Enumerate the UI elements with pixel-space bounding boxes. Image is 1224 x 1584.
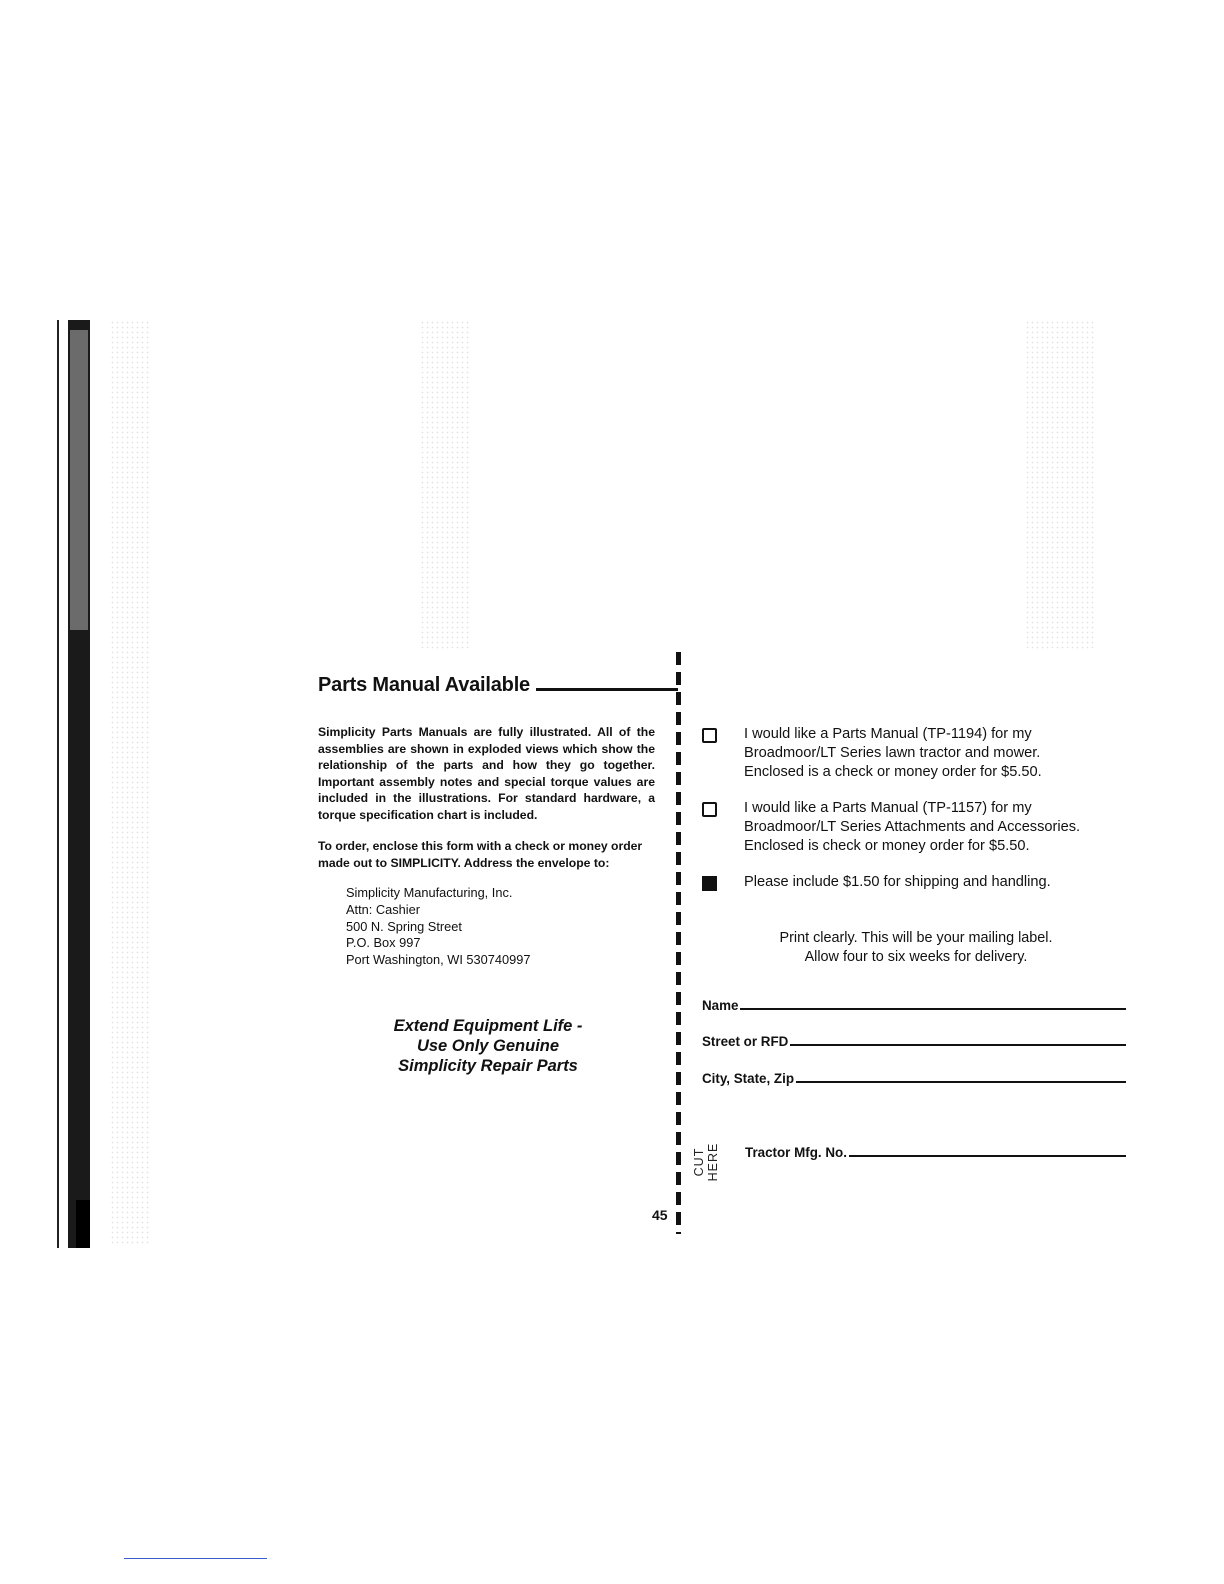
option-line: I would like a Parts Manual (TP-1194) for my <box>744 726 1032 742</box>
scan-noise <box>420 320 470 650</box>
street-label: Street or RFD <box>702 1034 789 1049</box>
binding-notch <box>76 1200 90 1248</box>
print-note <box>702 929 1130 966</box>
name-label: Name <box>702 998 739 1013</box>
page-number: 45 <box>652 1207 668 1223</box>
print-note-line: Allow four to six weeks for delivery. <box>804 948 1028 965</box>
checkbox-icon[interactable] <box>702 728 717 743</box>
title-rule <box>536 688 678 691</box>
street-input-line[interactable] <box>790 1044 1126 1046</box>
address-line: P.O. Box 997 <box>346 935 421 951</box>
option-line: Enclosed is a check or money order for $5.50. <box>744 764 1042 780</box>
scan-noise <box>1025 320 1095 650</box>
option-parts-manual-tp1157[interactable] <box>702 799 1142 856</box>
name-field[interactable] <box>702 993 1126 1013</box>
city-input-line[interactable] <box>796 1081 1126 1083</box>
address-line: 500 N. Spring Street <box>346 918 462 934</box>
binding-edge <box>57 320 59 1248</box>
city-state-zip-field[interactable] <box>702 1066 1126 1086</box>
page-title: Parts Manual Available <box>318 674 530 696</box>
option-line: I would like a Parts Manual (TP-1157) for my <box>744 800 1032 816</box>
checkbox-icon[interactable] <box>702 802 717 817</box>
binding-shadow-highlight <box>70 330 88 630</box>
address-line: Port Washington, WI 530740997 <box>346 952 531 968</box>
cut-line <box>676 652 681 1234</box>
street-field[interactable] <box>702 1029 1126 1049</box>
slogan-line: Use Only Genuine <box>416 1037 560 1055</box>
address-line: Simplicity Manufacturing, Inc. <box>346 885 513 900</box>
scan-underline <box>124 1558 267 1559</box>
name-input-line[interactable] <box>740 1008 1126 1010</box>
option-line: Please include $1.50 for shipping and handling. <box>744 874 1051 890</box>
cut-here-label: CUT HERE <box>692 1142 720 1182</box>
tractor-input-line[interactable] <box>849 1155 1126 1157</box>
city-label: City, State, Zip <box>702 1071 795 1086</box>
slogan-line: Extend Equipment Life - <box>393 1017 583 1035</box>
scan-noise <box>110 320 150 1245</box>
option-line: Broadmoor/LT Series lawn tractor and mower. <box>744 745 1041 761</box>
print-note-line: Print clearly. This will be your mailing label. <box>779 930 1053 946</box>
mailing-address <box>346 885 530 969</box>
tractor-label: Tractor Mfg. No. <box>745 1145 847 1160</box>
intro-paragraph: Simplicity Parts Manuals are fully illustrated. All of the assemblies are shown in exploded views which show the relationship of the parts and how they go together. Important assembly notes and special torque values are included in the illustrations. For standard hardware, a torque specification chart is included. <box>318 725 655 822</box>
order-paragraph: To order, enclose this form with a check or money order made out to SIMPLICITY. Address the envelope to: <box>318 839 643 870</box>
option-parts-manual-tp1194[interactable] <box>702 725 1142 782</box>
option-shipping-handling[interactable] <box>702 873 1142 892</box>
slogan <box>318 1016 658 1076</box>
tractor-mfg-no-field[interactable] <box>745 1140 1126 1160</box>
address-line: Attn: Cashier <box>346 901 420 917</box>
option-line: Enclosed is check or money order for $5.50. <box>744 838 1030 854</box>
option-line: Broadmoor/LT Series Attachments and Accessories. <box>744 819 1081 835</box>
slogan-line: Simplicity Repair Parts <box>398 1057 578 1075</box>
filled-square-icon[interactable] <box>702 876 717 891</box>
